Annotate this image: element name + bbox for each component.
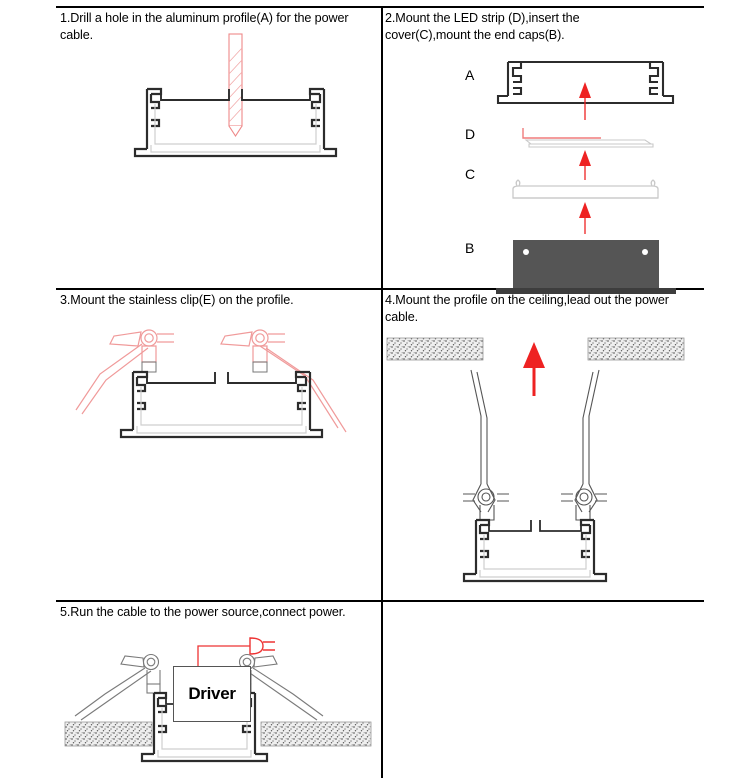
ceiling-right (261, 722, 371, 746)
ceiling-left (65, 722, 152, 746)
assembly-arrow-3 (579, 202, 591, 234)
profile-top-channel (489, 520, 581, 531)
step-1-cell (60, 10, 378, 286)
stainless-clip-right (221, 330, 346, 432)
part-c-cover (513, 180, 658, 198)
table-rule-top (56, 6, 704, 8)
profile-inner-outline (480, 535, 590, 577)
step-1-caption: 1.Drill a hole in the aluminum profile(A) for the power cable. (60, 11, 349, 42)
step-3-cell (60, 292, 378, 596)
step-4-diagram (385, 334, 703, 586)
aluminum-profile-section (464, 520, 606, 581)
part-label-c: C (465, 166, 476, 182)
drill-bit-icon (229, 34, 242, 136)
profile-inner-outline (137, 387, 306, 433)
step-2-diagram (493, 58, 698, 280)
table-divider-vertical (381, 6, 383, 778)
install-direction-arrow (523, 342, 545, 396)
part-label-a: A (465, 67, 475, 83)
stainless-clip-left (76, 330, 174, 414)
profile-top-channel (147, 372, 296, 383)
step-5-cell (60, 604, 378, 776)
step-3-caption: 3.Mount the stainless clip(E) on the profile. (60, 293, 294, 307)
part-label-b: B (465, 240, 475, 256)
part-b-end-cap (496, 240, 676, 294)
step-2-cell (385, 10, 703, 286)
ceiling-right (588, 338, 684, 360)
step-1-diagram (125, 32, 375, 177)
ceiling-left (387, 338, 483, 360)
driver-box: Driver (173, 666, 251, 722)
assembly-arrow-1 (579, 82, 591, 120)
power-plug-icon (250, 638, 275, 654)
step-5-caption: 5.Run the cable to the power source,connect power. (60, 605, 346, 619)
step-4-cell (385, 292, 703, 596)
empty-cell (385, 604, 703, 776)
stainless-clip-left (463, 370, 509, 520)
clip-screws (142, 362, 267, 372)
part-d-led-strip (523, 128, 653, 147)
stainless-clip-left (75, 655, 160, 721)
part-label-d: D (465, 126, 476, 142)
assembly-arrow-2 (579, 150, 591, 180)
step-3-diagram (70, 318, 380, 448)
aluminum-profile-section (121, 372, 322, 437)
step-4-caption: 4.Mount the profile on the ceiling,lead out the power cable. (385, 293, 669, 324)
step-2-caption: 2.Mount the LED strip (D),insert the cover(C),mount the end caps(B). (385, 11, 580, 42)
table-rule-row2-bottom (56, 600, 704, 602)
stainless-clip-right (561, 370, 607, 520)
